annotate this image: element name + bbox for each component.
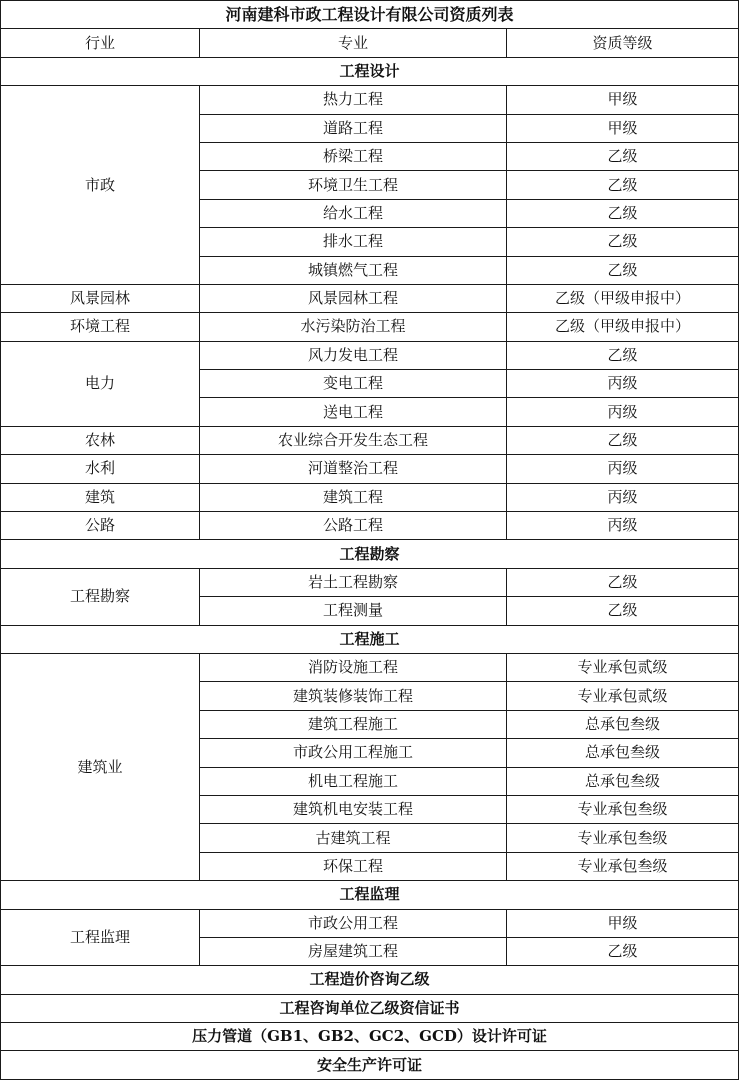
certificate-row: 工程咨询单位乙级资信证书 — [1, 995, 738, 1022]
specialty-cell: 公路工程 — [200, 512, 506, 539]
grade-cell: 乙级 — [507, 200, 738, 227]
grade-cell: 专业承包贰级 — [507, 654, 738, 681]
grade-cell: 甲级 — [507, 910, 738, 937]
specialty-cell: 水污染防治工程 — [200, 313, 506, 340]
header-industry: 行业 — [1, 29, 199, 56]
industry-cell: 工程勘察 — [1, 569, 199, 625]
grade-cell: 乙级 — [507, 257, 738, 284]
specialty-cell: 市政公用工程 — [200, 910, 506, 937]
certificate-row: 工程造价咨询乙级 — [1, 966, 738, 993]
grade-cell: 乙级 — [507, 228, 738, 255]
specialty-cell: 古建筑工程 — [200, 824, 506, 851]
specialty-cell: 道路工程 — [200, 115, 506, 142]
grade-cell: 总承包叁级 — [507, 739, 738, 766]
grade-cell: 乙级 — [507, 342, 738, 369]
specialty-cell: 送电工程 — [200, 398, 506, 425]
specialty-cell: 变电工程 — [200, 370, 506, 397]
grade-cell: 甲级 — [507, 86, 738, 113]
industry-cell: 电力 — [1, 342, 199, 426]
specialty-cell: 排水工程 — [200, 228, 506, 255]
grade-cell: 丙级 — [507, 455, 738, 482]
specialty-cell: 环保工程 — [200, 853, 506, 880]
specialty-cell: 河道整治工程 — [200, 455, 506, 482]
grade-cell: 总承包叁级 — [507, 711, 738, 738]
header-grade: 资质等级 — [507, 29, 738, 56]
grade-cell: 乙级（甲级申报中） — [507, 285, 738, 312]
grade-cell: 丙级 — [507, 512, 738, 539]
grade-cell: 丙级 — [507, 370, 738, 397]
grade-cell: 乙级 — [507, 427, 738, 454]
certificate-row: 压力管道（GB1、GB2、GC2、GCD）设计许可证 — [1, 1023, 738, 1050]
grade-cell: 丙级 — [507, 398, 738, 425]
grade-cell: 乙级 — [507, 569, 738, 596]
industry-cell: 建筑 — [1, 484, 199, 511]
grade-cell: 乙级 — [507, 938, 738, 965]
table-title: 河南建科市政工程设计有限公司资质列表 — [1, 1, 738, 28]
specialty-cell: 给水工程 — [200, 200, 506, 227]
grade-cell: 总承包叁级 — [507, 768, 738, 795]
section-title-supervision: 工程监理 — [1, 881, 738, 908]
section-title-survey: 工程勘察 — [1, 540, 738, 567]
certificate-row: 安全生产许可证 — [1, 1051, 738, 1078]
specialty-cell: 风力发电工程 — [200, 342, 506, 369]
grade-cell: 丙级 — [507, 484, 738, 511]
specialty-cell: 岩土工程勘察 — [200, 569, 506, 596]
industry-cell: 公路 — [1, 512, 199, 539]
grade-cell: 专业承包叁级 — [507, 853, 738, 880]
grade-cell: 专业承包叁级 — [507, 824, 738, 851]
grade-cell: 甲级 — [507, 115, 738, 142]
specialty-cell: 桥梁工程 — [200, 143, 506, 170]
industry-cell: 工程监理 — [1, 910, 199, 966]
section-title-construction: 工程施工 — [1, 626, 738, 653]
industry-cell: 农林 — [1, 427, 199, 454]
specialty-cell: 房屋建筑工程 — [200, 938, 506, 965]
specialty-cell: 农业综合开发生态工程 — [200, 427, 506, 454]
industry-cell: 建筑业 — [1, 654, 199, 880]
grade-cell: 专业承包叁级 — [507, 796, 738, 823]
industry-cell: 市政 — [1, 86, 199, 284]
header-specialty: 专业 — [200, 29, 506, 56]
grade-cell: 乙级 — [507, 143, 738, 170]
specialty-cell: 建筑工程施工 — [200, 711, 506, 738]
specialty-cell: 市政公用工程施工 — [200, 739, 506, 766]
industry-cell: 风景园林 — [1, 285, 199, 312]
grade-cell: 专业承包贰级 — [507, 682, 738, 709]
specialty-cell: 城镇燃气工程 — [200, 257, 506, 284]
specialty-cell: 建筑工程 — [200, 484, 506, 511]
grade-cell: 乙级 — [507, 597, 738, 624]
specialty-cell: 建筑装修装饰工程 — [200, 682, 506, 709]
industry-cell: 水利 — [1, 455, 199, 482]
grade-cell: 乙级 — [507, 171, 738, 198]
specialty-cell: 机电工程施工 — [200, 768, 506, 795]
specialty-cell: 风景园林工程 — [200, 285, 506, 312]
specialty-cell: 工程测量 — [200, 597, 506, 624]
specialty-cell: 环境卫生工程 — [200, 171, 506, 198]
specialty-cell: 建筑机电安装工程 — [200, 796, 506, 823]
industry-cell: 环境工程 — [1, 313, 199, 340]
specialty-cell: 热力工程 — [200, 86, 506, 113]
grade-cell: 乙级（甲级申报中） — [507, 313, 738, 340]
specialty-cell: 消防设施工程 — [200, 654, 506, 681]
section-title-design: 工程设计 — [1, 58, 738, 85]
